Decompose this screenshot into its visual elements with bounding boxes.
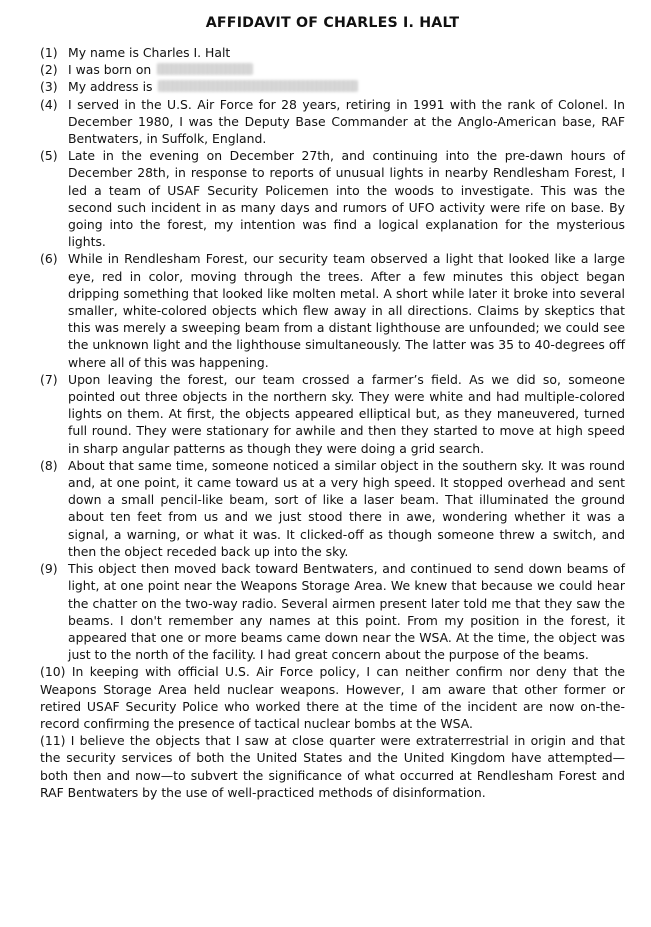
paragraph-number: (9) xyxy=(40,561,58,577)
paragraph-text: About that same time, someone noticed a similar object in the southern sky. It was round and, at one point, it came toward us at a very high speed. It stopped overhead and sent down a small pencil-like beam, sort of like a laser beam. That illuminated the ground about ten feet from us and we just stood there in awe, wondering whether it was a signal, a warning, or what it was. It clicked-off as though someone threw a switch, and then the object receded back up into the sky. xyxy=(68,457,625,559)
paragraph-number: (4) xyxy=(40,96,58,112)
paragraph-number: (2) xyxy=(40,62,58,78)
paragraph-number: (10) xyxy=(40,664,66,680)
paragraph-8 xyxy=(40,457,625,560)
redacted-address xyxy=(158,80,358,92)
paragraph-text-wrap xyxy=(40,78,625,95)
paragraph-text: I was born on xyxy=(68,62,152,78)
redacted-birth-date xyxy=(157,63,253,75)
paragraph-9 xyxy=(40,560,625,663)
paragraph-text-wrap xyxy=(40,61,625,78)
paragraph-5 xyxy=(40,147,625,250)
paragraph-text: This object then moved back toward Bentwaters, and continued to send down beams of light, at one point near the Weapons Storage Area. We knew that because we could hear the chatter on the two-way radio. Several airmen present later told me that they saw the beams. I don't remember any names at this point. From my position in the forest, it appeared that one or more beams came down near the WSA. At the time, the object was just to the north of the facility. I had great concern about the purpose of the beams. xyxy=(68,561,625,663)
paragraph-2 xyxy=(40,61,625,78)
paragraph-number: (1) xyxy=(40,45,58,60)
paragraph-number: (3) xyxy=(40,79,58,95)
paragraph-text: Upon leaving the forest, our team crossed a farmer’s field. As we did so, someone pointed out three objects in the northern sky. They were white and had multiple-colored lights on them. At first, the objects appeared elliptical but, as they maneuvered, turned full round. They were stationary for awhile and then they started to move at high speed in sharp angular patterns as though they were doing a grid search. xyxy=(68,371,625,456)
paragraph-text: While in Rendlesham Forest, our security team observed a light that looked like a large eye, red in color, moving through the trees. After a few minutes this object began dripping something that looked like molten metal. A short while later it broke into several smaller, white-colored objects which flew away in all directions. Claims by skeptics that this was merely a sweeping beam from a distant lighthouse are unfounded; we could see the unknown light and the lighthouse simultaneously. The latter was 35 to 40-degrees off where all of this was happening. xyxy=(68,251,625,370)
paragraph-number: (11) xyxy=(40,733,66,749)
paragraph-4 xyxy=(40,96,625,148)
paragraph-text: Late in the evening on December 27th, and continuing into the pre-dawn hours of December 28th, in response to reports of unusual lights in nearby Rendlesham Forest, I led a team of USAF Security Policemen into the woods to investigate. This was the second such incident in as many days and rumors of UFO activity were rife on base. By going into the forest, my intention was find a logical explanation for the mysterious lights. xyxy=(68,148,625,250)
paragraph-number: (7) xyxy=(40,371,58,387)
paragraph-text: I believe the objects that I saw at close quarter were extraterrestrial in origin and that the security services of both the United States and the United Kingdom have attempted—both then and now—to subvert the significance of what occurred at Rendlesham Forest and RAF Bentwaters by the use of well-practiced methods of disinformation. xyxy=(40,733,625,800)
paragraph-11 xyxy=(40,732,625,801)
paragraph-text: My address is xyxy=(68,79,153,95)
paragraph-text: My name is Charles I. Halt xyxy=(68,45,231,60)
paragraph-text: In keeping with official U.S. Air Force policy, I can neither confirm nor deny that the Weapons Storage Area held nuclear weapons. However, I am aware that other former or retired USAF Security Police who worked there at the time of the incident are now on-the-record confirming the presence of tactical nuclear bombs at the WSA. xyxy=(40,664,625,731)
paragraph-number: (5) xyxy=(40,148,58,164)
paragraph-text-wrap xyxy=(40,663,625,732)
paragraph-6 xyxy=(40,250,625,370)
paragraph-10 xyxy=(40,663,625,732)
document-title: AFFIDAVIT OF CHARLES I. HALT xyxy=(205,15,460,31)
paragraph-text-wrap xyxy=(40,732,625,801)
paragraph-7 xyxy=(40,371,625,457)
paragraph-number: (6) xyxy=(40,251,58,267)
paragraph-number: (8) xyxy=(40,457,58,473)
paragraph-3 xyxy=(40,78,625,95)
paragraph-1 xyxy=(40,44,625,61)
affidavit-page xyxy=(40,12,625,801)
paragraph-text: I served in the U.S. Air Force for 28 years, retiring in 1991 with the rank of Colonel. In December 1980, I was the Deputy Base Commander at the Anglo-American base, RAF Bentwaters, in Suffolk, England. xyxy=(68,96,625,147)
